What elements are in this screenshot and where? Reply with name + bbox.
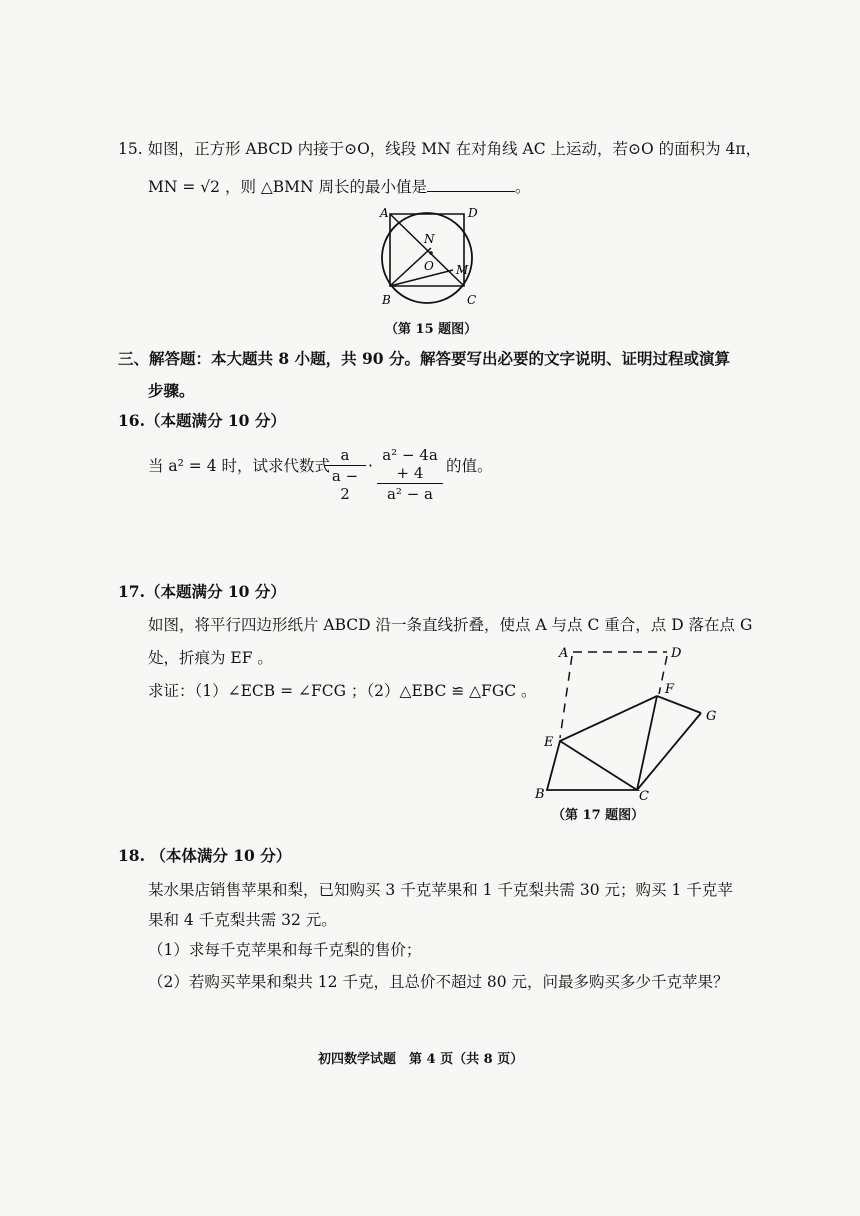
q17-label-f: F (665, 682, 675, 697)
q15-label-n: N (424, 232, 435, 246)
q17-line1: 如图，将平行四边形纸片 ABCD 沿一条直线折叠，使点 A 与点 C 重合，点 D 落在点 G (148, 616, 753, 634)
q15-center-dot (429, 251, 433, 255)
q15-caption: （第 15 题图） (385, 322, 478, 337)
q16-frac2-num: a² − 4a + 4 (382, 446, 438, 482)
q15-line1: 15. 如图，正方形 ABCD 内接于⊙O，线段 MN 在对角线 AC 上运动，若⊙O 的面积为 4π， (118, 140, 762, 158)
page-footer: 初四数学试题 第 4 页（共 8 页） (318, 1052, 524, 1067)
q15-line2-end: 。 (515, 178, 531, 196)
q17-dashed-ae (560, 656, 572, 738)
q17-line2: 处，折痕为 EF 。 (148, 649, 273, 667)
q17-label-g: G (706, 709, 717, 724)
q17-shape-ebc (547, 741, 637, 790)
q17-label-d: D (671, 646, 682, 661)
q17-label-b: B (535, 787, 545, 802)
q16-header: 16.（本题满分 10 分） (118, 411, 286, 430)
q18-header: 18. （本体满分 10 分） (118, 846, 292, 865)
q16-dot: · (368, 457, 373, 475)
q17-label-e: E (544, 735, 554, 750)
q17-segment-ef (560, 696, 657, 741)
q17-caption: （第 17 题图） (552, 808, 645, 823)
q18-line3: （1）求每千克苹果和每千克梨的售价； (148, 941, 422, 959)
q17-header: 17.（本题满分 10 分） (118, 582, 286, 601)
q15-label-m: M (456, 263, 469, 277)
q17-segment-gc (637, 713, 701, 790)
q17-segment-fg (657, 696, 701, 713)
q17-label-c: C (639, 789, 649, 804)
q15-label-a: A (380, 206, 389, 220)
q16-frac2-bar (377, 483, 443, 484)
q16-frac1-bar (324, 465, 366, 466)
q15-label-d: D (468, 206, 478, 220)
q15-label-o: O (424, 259, 434, 273)
q15-label-b: B (382, 293, 391, 307)
q17-figure (525, 640, 735, 805)
section3-line1: 三、解答题：本大题共 8 小题，共 90 分。解答要写出必要的文字说明、证明过程或演算 (118, 349, 730, 368)
q15-figure (370, 200, 500, 315)
q18-line1: 某水果店销售苹果和梨，已知购买 3 千克苹果和 1 千克梨共需 30 元；购买 1 千克苹 (148, 881, 733, 899)
q15-answer-blank (427, 177, 515, 192)
q16-frac2-den: a² − a (386, 485, 433, 503)
q18-line4: （2）若购买苹果和梨共 12 千克，且总价不超过 80 元，问最多购买多少千克苹果？ (148, 973, 729, 991)
q16-frac1-den: a − 2 (331, 467, 359, 503)
q15-circle (382, 213, 472, 303)
section3-line2: 步骤。 (148, 381, 195, 400)
q16-fraction-2 (377, 446, 443, 503)
q16-frac1-num: a (340, 446, 350, 464)
q15-line2 (148, 177, 531, 197)
q18-line2: 果和 4 千克梨共需 32 元。 (148, 911, 337, 929)
q17-segment-fc (637, 696, 657, 790)
q17-line3: 求证：（1）∠ECB = ∠FCG ；（2）△EBC ≌ △FGC 。 (148, 682, 537, 700)
q16-prefix: 当 a² = 4 时，试求代数式 (148, 457, 331, 475)
q17-label-a: A (559, 646, 569, 661)
q15-line2-text: MN = √2 ，则 △BMN 周长的最小值是 (148, 178, 428, 196)
q16-fraction-1 (324, 446, 366, 503)
q16-suffix: 的值。 (446, 457, 493, 475)
q15-label-c: C (467, 293, 477, 307)
